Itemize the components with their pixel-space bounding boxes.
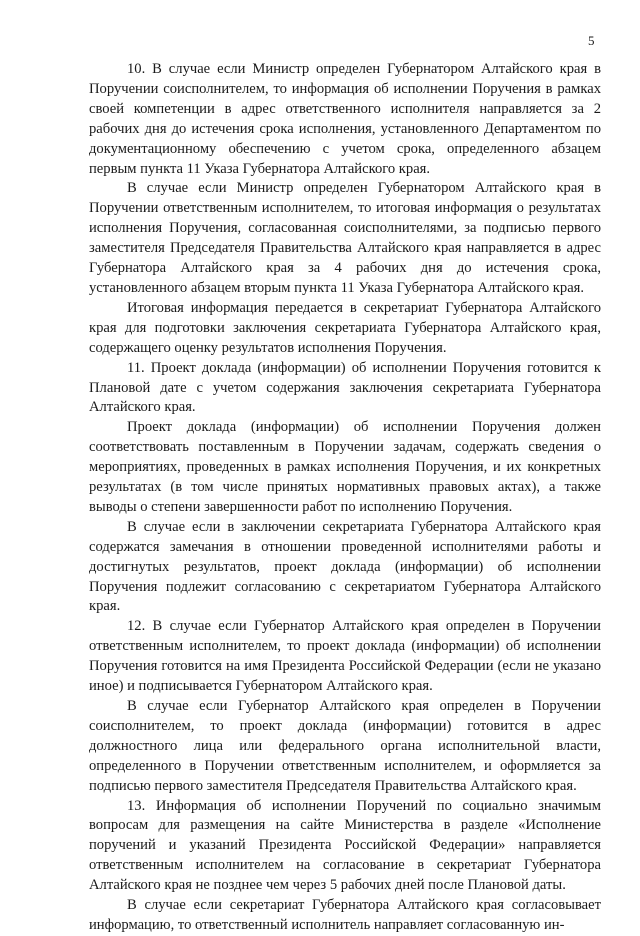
page-number: 5 (588, 33, 595, 48)
paragraph-12-coexecutor: В случае если Губернатор Алтайского края определен в Поручении соисполнителем, то проект доклада (информации) готовится в адрес должностного лица или федерального органа исполнительной власти, определенного в Поручении ответственным исполнителем, и оформляется за подписью первого заместителя Председателя Правительства Алтайского края. (89, 698, 601, 794)
paragraph-11-remarks: В случае если в заключении секретариата Губернатора Алтайского края содержатся замечания в отношении проведенной исполнителями работы и достигнутых результатов, проект доклада (информации) об исполнении Поручения подлежит согласованию с секретариатом Губернатора Алтайского края. (89, 518, 601, 615)
paragraph-12: 12. В случае если Губернатор Алтайского края определен в Поручении ответственным исполнителем, то проект доклада (информации) об исполнении Поручения готовится на имя Президента Российской Федерации (если не указано иное) и подписывается Губернатором Алтайского края. (89, 618, 601, 695)
paragraph-11: 11. Проект доклада (информации) об исполнении Поручения готовится к Плановой дате с учетом содержания заключения секретариата Губернатора Алтайского края. (89, 359, 601, 416)
document-body (89, 60, 601, 936)
paragraph-13-approval: В случае если секретариат Губернатора Алтайского края согласовывает информацию, то ответственный исполнитель направляет согласованную ин- (89, 897, 601, 933)
paragraph-10-final-info: Итоговая информация передается в секретариат Губернатора Алтайского края для подготовки заключения секретариата Губернатора Алтайского края, содержащего оценку результатов исполнения Поручения. (89, 299, 601, 356)
paragraph-10-responsible: В случае если Министр определен Губернатором Алтайского края в Поручении ответственным исполнителем, то итоговая информация о результатах исполнения Поручения, согласованная соисполнителями, за подписью первого заместителя Председателя Правительства Алтайского края направляется в адрес Губернатора Алтайского края за 4 рабочих дня до истечения срока, установленного абзацем вторым пункта 11 Указа Губернатора Алтайского края. (89, 180, 601, 296)
paragraph-11-content: Проект доклада (информации) об исполнении Поручения должен соответствовать поставленным в Поручении задачам, содержать сведения о мероприятиях, проведенных в рамках исполнения Поручения, и их конкретных результатах (в том числе принятых нормативных правовых актах), а также выводы о степени завершенности работ по исполнению Поручения. (89, 419, 601, 515)
paragraph-13: 13. Информация об исполнении Поручений по социально значимым вопросам для размещения на сайте Министерства в разделе «Исполнение поручений и указаний Президента Российской Федерации» направляется ответственным исполнителем на согласование в секретариат Губернатора Алтайского края не позднее чем через 5 рабочих дней после Плановой даты. (89, 797, 601, 894)
paragraph-10: 10. В случае если Министр определен Губернатором Алтайского края в Поручении соисполнителем, то информация об исполнении Поручения в рамках своей компетенции в адрес ответственного исполнителя направляется за 2 рабочих дня до истечения срока исполнения, установленного Департаментом по документационному обеспечению с учетом срока, определенного абзацем первым пункта 11 Указа Губернатора Алтайского края. (89, 61, 601, 177)
